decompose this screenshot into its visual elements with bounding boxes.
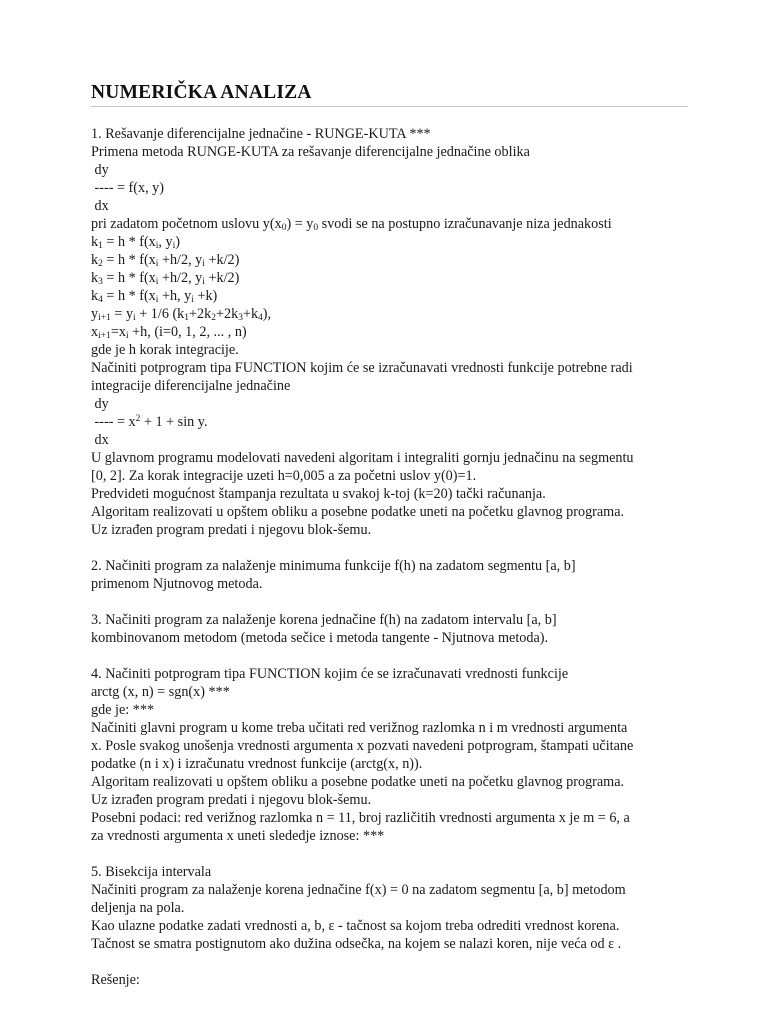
function-task-line-2: integracije diferencijalne jednačine	[91, 378, 291, 394]
function-task-line-1: Načiniti potprogram tipa FUNCTION kojim će se izračunavati vrednosti funkcije potrebne radi	[91, 360, 633, 376]
formula-x-next: $x_{i+1}=x_i +h$, (i=0, 1, 2, ... , n)	[91, 324, 247, 341]
section-3-line-1: 3. Načiniti program za nalaženje korena jednačine f(h) na zadatom intervalu [a, b]	[91, 612, 557, 628]
paragraph-gap	[91, 539, 688, 557]
formula-k2: $k_2 = h * f(x_i +h/2$, $y_i +k/2$)	[91, 252, 240, 269]
solution-label: Rešenje:	[91, 972, 140, 988]
section-3-line-2: kombinovanom metodom (metoda sečice i metoda tangente - Njutnova metoda).	[91, 630, 549, 646]
equation-1-denominator: dx	[91, 198, 109, 214]
print-option-line: Predvideti mogućnost štampanja rezultata u svakoj k-toj (k=20) tački računanja.	[91, 486, 546, 502]
section-5-heading: 5. Bisekcija intervala	[91, 864, 212, 880]
block-scheme-line: Uz izrađen program predati i njegovu blok-šemu.	[91, 522, 372, 538]
equation-1-fraction-line: ---- = f(x, y)	[91, 180, 164, 196]
page-title: NUMERIČKA ANALIZA	[91, 82, 312, 103]
section-4-line-1: 4. Načiniti potprogram tipa FUNCTION kojim će se izračunavati vrednosti funkcije	[91, 666, 569, 682]
paragraph-gap	[91, 953, 688, 971]
section-5-line-3: deljenja na pola.	[91, 900, 185, 916]
section-2-line-2: primenom Njutnovog metoda.	[91, 576, 263, 592]
document-body	[91, 125, 688, 989]
step-definition: gde je h korak integracije.	[91, 342, 239, 358]
section-1-heading: 1. Rešavanje diferencijalne jednačine - RUNGE-KUTA ***	[91, 126, 431, 142]
initial-condition-line: pri zadatom početnom uslovu $y(x_0) = y_0$ svodi se na postupno izračunavanje niza jednakosti	[91, 216, 612, 233]
section-4-line-6: podatke (n i x) i izračunatu vrednost funkcije (arctg(x, n)).	[91, 756, 423, 772]
section-4-line-3: gde je: ***	[91, 702, 155, 718]
equation-2-numerator: dy	[91, 396, 109, 412]
equation-2-fraction-line: ---- = $x^2 + 1 + \sin y$.	[91, 414, 208, 430]
equation-1-numerator: dy	[91, 162, 109, 178]
formula-k1: $k_1 = h * f(x_i$, $y_i$)	[91, 234, 180, 251]
section-4-line-9: Posebni podaci: red verižnog razlomka n = 11, broj različitih vrednosti argumenta x je m = 6, a	[91, 810, 630, 826]
paragraph-gap	[91, 845, 688, 863]
section-4-line-10: za vrednosti argumenta x uneti slededje iznose: ***	[91, 828, 385, 844]
paragraph-gap	[91, 593, 688, 611]
equation-2-denominator: dx	[91, 432, 109, 448]
section-4-line-8: Uz izrađen program predati i njegovu blok-šemu.	[91, 792, 372, 808]
algorithm-line: Algoritam realizovati u opštem obliku a posebne podatke uneti na početku glavnog programa.	[91, 504, 625, 520]
section-5-line-4: Kao ulazne podatke zadati vrednosti a, b, ε - tačnost sa kojom treba odrediti vrednost korena.	[91, 918, 620, 934]
section-1-intro: Primena metoda RUNGE-KUTA za rešavanje diferencijalne jednačine oblika	[91, 144, 530, 160]
section-5-line-2: Načiniti program za nalaženje korena jednačine f(x) = 0 na zadatom segmentu [a, b] metodom	[91, 882, 626, 898]
paragraph-gap	[91, 647, 688, 665]
section-2-line-1: 2. Načiniti program za nalaženje minimuma funkcije f(h) na zadatom segmentu [a, b]	[91, 558, 576, 574]
section-4-line-2: arctg (x, n) = sgn(x) ***	[91, 684, 230, 700]
formula-k3: $k_3 = h * f(x_i +h/2$, $y_i +k/2$)	[91, 270, 240, 287]
main-program-line-2: [0, 2]. Za korak integracije uzeti h=0,005 a za početni uslov y(0)=1.	[91, 468, 477, 484]
section-5-line-5: Tačnost se smatra postignutom ako dužina odsečka, na kojem se nalazi koren, nije veća od ε .	[91, 936, 622, 952]
title-divider	[91, 106, 688, 107]
section-4-line-5: x. Posle svakog unošenja vrednosti argumenta x pozvati navedeni potprogram, štampati učitane	[91, 738, 634, 754]
main-program-line-1: U glavnom programu modelovati navedeni algoritam i integraliti gornju jednačinu na segmentu	[91, 450, 634, 466]
formula-k4: $k_4 = h * f(x_i +h$, $y_i +k$)	[91, 288, 218, 305]
formula-y-next: $y_{i+1} = y_i + 1/6$ $(k_1+2k_2+2k_3+k_4)$,	[91, 306, 272, 323]
section-4-line-4: Načiniti glavni program u kome treba učitati red verižnog razlomka n i m vrednosti argumenta	[91, 720, 628, 736]
section-4-line-7: Algoritam realizovati u opštem obliku a posebne podatke uneti na početku glavnog programa.	[91, 774, 625, 790]
